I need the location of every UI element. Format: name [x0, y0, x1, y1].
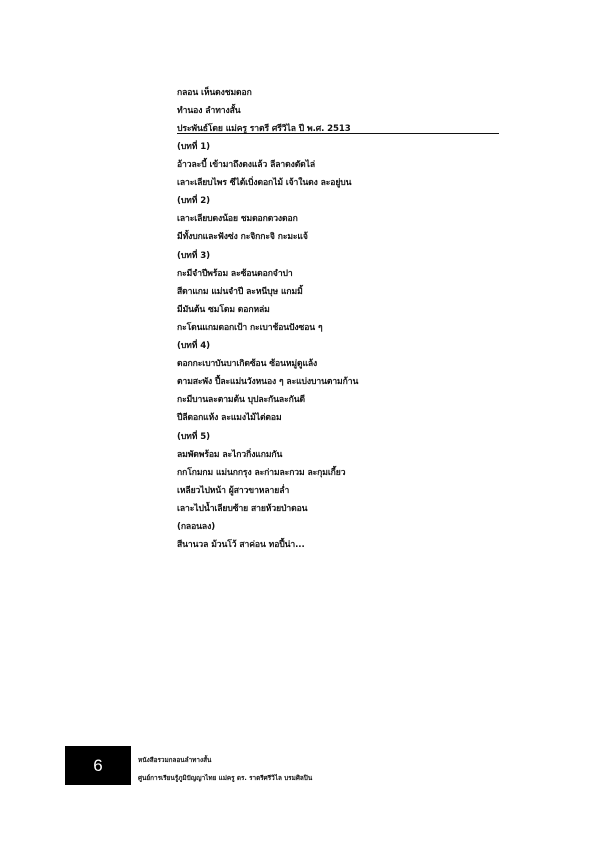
page-number-box [65, 746, 131, 785]
verse-line: (บทที่ 3) [177, 250, 210, 261]
header-divider [177, 133, 499, 134]
poem-body [177, 138, 358, 554]
verse-line: เลาะเลียบดงน้อย ชมดอกดวงดอก [177, 214, 298, 225]
verse-line: สีนานวล ม้วนโว้ สาค่อน ทอปี้น่า... [177, 540, 305, 551]
verse-line: (บทที่ 1) [177, 142, 210, 152]
verse-line: มีมันต้น ซมโดม ดอกหล่ม [177, 304, 270, 315]
footer-organization: ศูนย์การเรียนรู้ภูมิปัญญาไทย แม่ครู ดร. ราตรีศรีวิไล บรมศิลปิน [138, 774, 313, 782]
verse-line: (บทที่ 4) [177, 341, 210, 352]
verse-line: (บทที่ 5) [177, 431, 210, 442]
verse-line: ลมพัดพร้อม ละไกวกิ่งแกมกัน [177, 449, 283, 460]
verse-line: กกโกมกม แม่นกกรุง ละก่ามละกวม ละกุมเกี้ยว [177, 467, 346, 478]
verse-line: (กลอนลง) [177, 521, 216, 532]
verse-line: เหลียวไปหน้า ผู้สาวขาหลายล่ำ [177, 485, 290, 496]
footer-text [138, 751, 312, 787]
verse-line: ดอกกะเบาบันบาเกิดซ้อน ซ้อนหมู่ดูแล้ง [177, 359, 318, 370]
verse-line: ตามสะพัง ปี้ละแม่นวังหนอง ๆ ละแบ่งบานตามก้าน [177, 377, 359, 388]
page-number: 6 [93, 755, 103, 775]
verse-line: (บทที่ 2) [177, 196, 210, 207]
poem-document [177, 84, 499, 551]
verse-line: มีทั้งบกและฟังซ่ง กะจิกกะจิ กะมะแจ้ [177, 232, 308, 243]
verse-line: กะโดนแกมดอกเป้า กะเบาช้อนปังซอน ๆ [177, 322, 323, 333]
verse-line: สีดาแกม แม่นจำปี ละหนีบุษ แกมมิ้ [177, 286, 303, 297]
verse-line: ปีลีดอกแห้ง ละแมงไม้ไต่ตอม [177, 413, 282, 424]
verse-line: กะมีจำปีพร้อม ละซ้อนดอกจำปา [177, 268, 293, 279]
poem-title: กลอน เห็นดงชมดอก [177, 88, 252, 98]
verse-line: กะมีบานละตามต้น บุปละกันละกันดี [177, 395, 305, 406]
verse-line: เลาะไปน้ำเลียบซ้าย สายห้วยป่าดอน [177, 503, 308, 514]
verse-line: เลาะเลียบไพร ซีได้เบิ่งดอกไม้ เจ้าในดง ละอยู่บน [177, 178, 352, 189]
footer-book-title: หนังสือรวมกลอนลำทางสั้น [138, 756, 212, 764]
poem-melody: ทำนอง ลำทางสั้น [177, 106, 241, 117]
verse-line: อ้าวละบี้ เข้ามาถึงดงแล้ว ลีลาดงดัดไล่ [177, 160, 316, 171]
poem-composer: ประพันธ์โดย แม่ครู ราตรี ศรีวิไล ปี พ.ศ. 2513 [177, 124, 351, 135]
